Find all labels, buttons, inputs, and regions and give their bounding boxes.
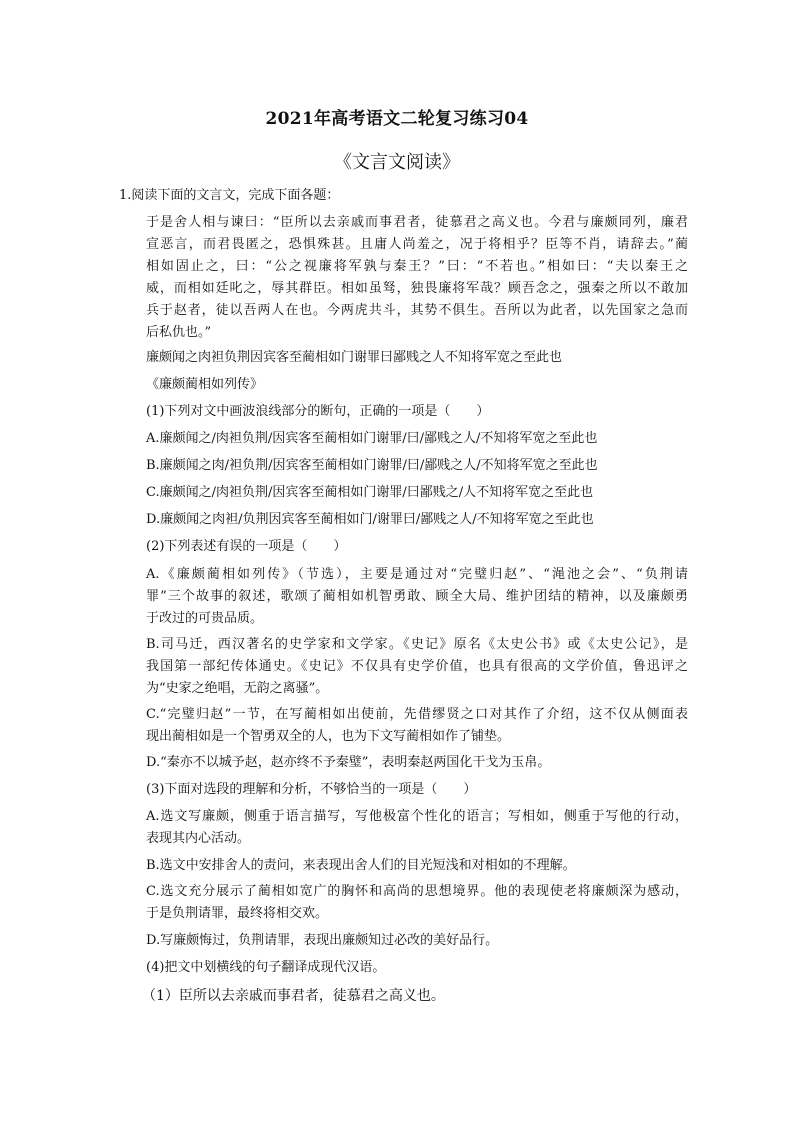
q4-stem: (4)把文中划横线的句子翻译成现代汉语。 (146, 960, 386, 975)
q3-option-a-line: A.选文写廉颇，侧重于语言描写，写他极富个性化的语言；写相如，侧重于写他的行动， (146, 809, 688, 824)
passage-line: 相如固止之，曰：“公之视廉将军孰与秦王？”曰：“不若也。”相如曰：“夫以秦王之 (146, 259, 688, 274)
q2-option-d: D.“秦亦不以城予赵，赵亦终不予秦璧”，表明秦赵两国化干戈为玉帛。 (146, 755, 551, 770)
q2-option-a-line: 罪”三个故事的叙述，歌颂了蔺相如机智勇敢、顾全大局、维护团结的精神，以及廉颇勇 (146, 589, 688, 604)
passage-line: 后私仇也。” (146, 325, 212, 340)
passage-line: 兵于赵者，徒以吾两人在也。今两虎共斗，其势不俱生。吾所以为此者，以先国家之急而 (146, 303, 688, 318)
q1-option-b: B.廉颇闻之肉/袒负荆/因宾客至蔺相如门谢罪/曰/鄙贱之人/不知将军宽之至此也 (146, 458, 598, 473)
q3-option-c-line: C.选文充分展示了蔺相如宽广的胸怀和高尚的思想境界。他的表现使老将廉颇深为感动， (146, 884, 688, 899)
q1-option-a: A.廉颇闻之/肉袒负荆/因宾客至蔺相如门谢罪/曰/鄙贱之人/不知将军宽之至此也 (146, 431, 598, 446)
q3-option-d: D.写廉颇悔过，负荆请罪，表现出廉颇知过必改的美好品行。 (146, 933, 499, 948)
q2-option-a-line: A.《廉颇蔺相如列传》（节选），主要是通过对“完璧归赵”、“渑池之会”、“负荆请 (146, 567, 688, 582)
q2-option-b-line: 为“史家之绝唱，无韵之离骚”。 (146, 681, 329, 696)
page-title: 2021年高考语文二轮复习练习04 (265, 109, 529, 129)
q3-option-c-line: 于是负荆请罪，最终将相交欢。 (146, 906, 329, 921)
q2-option-c-line: C.“完璧归赵”一节，在写蔺相如出使前，先借缪贤之口对其作了介绍，这不仅从侧面表 (146, 707, 688, 722)
q3-option-b: B.选文中安排舍人的责问，来表现出舍人们的目光短浅和对相如的不理解。 (146, 858, 576, 873)
q2-option-b-line: 我国第一部纪传体通史。《史记》不仅具有史学价值，也具有很高的文学价值，鲁迅评之 (146, 659, 688, 674)
passage-line: 宣恶言，而君畏匿之，恐惧殊甚。且庸人尚羞之，况于将相乎？臣等不肖，请辞去。”蔺 (146, 237, 688, 252)
q3-stem: (3)下面对选段的理解和分析，不够恰当的一项是（ ） (146, 782, 477, 797)
q4-sub-1: （1）臣所以去亲戚而事君者，徒慕君之高义也。 (142, 988, 445, 1004)
q2-option-a-line: 于改过的可贵品质。 (146, 611, 264, 626)
question-intro: 1.阅读下面的文言文，完成下面各题： (119, 188, 340, 203)
q2-stem: (2)下列表述有误的一项是（ ） (146, 539, 347, 554)
unpunctuated-sentence: 廉颇闻之肉袒负荆因宾客至蔺相如门谢罪曰鄙贱之人不知将军宽之至此也 (146, 350, 563, 365)
page-subtitle: 《文言文阅读》 (334, 152, 460, 173)
q2-option-c-line: 现出蔺相如是一个智勇双全的人，也为下文写蔺相如作了铺垫。 (146, 729, 511, 744)
q1-stem: (1)下列对文中画波浪线部分的断句，正确的一项是（ ） (146, 404, 490, 419)
source-title: 《廉颇蔺相如列传》 (146, 377, 264, 392)
q1-option-c: C.廉颇闻之/肉袒负荆/因宾客至蔺相如门谢罪/曰鄙贱之/人不知将军宽之至此也 (146, 485, 594, 500)
q2-option-b-line: B.司马迁，西汉著名的史学家和文学家。《史记》原名《太史公书》或《太史公记》，是 (146, 637, 688, 652)
passage-line: 威，而相如廷叱之，辱其群臣。相如虽驽，独畏廉将军哉？顾吾念之，强秦之所以不敢加 (146, 281, 688, 296)
q3-option-a-line: 表现其内心活动。 (146, 831, 251, 846)
passage-line: 于是舍人相与谏曰：“臣所以去亲戚而事君者，徒慕君之高义也。今君与廉颇同列，廉君 (146, 215, 688, 230)
q1-option-d: D.廉颇闻之肉袒/负荆因宾客至蔺相如门/谢罪曰/鄙贱之人/不知将军宽之至此也 (146, 512, 594, 527)
